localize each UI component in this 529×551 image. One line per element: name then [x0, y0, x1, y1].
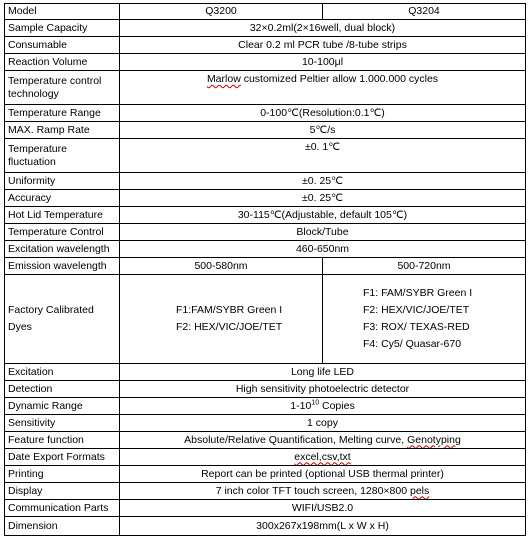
- model-q3200: Q3200: [120, 4, 323, 20]
- table-row: [5, 466, 526, 483]
- label-line-1: Temperature control: [8, 74, 102, 87]
- table-row-model: [5, 4, 526, 20]
- table-row: [5, 241, 526, 258]
- detection-value: High sensitivity photoelectric detector: [120, 381, 526, 398]
- table-row: [5, 105, 526, 122]
- sample-capacity-label: Sample Capacity: [5, 20, 120, 37]
- excitation-wavelength-label: Excitation wavelength: [5, 241, 120, 258]
- communication-parts-label: Communication Parts: [5, 500, 120, 517]
- temperature-fluctuation-label: [5, 139, 120, 173]
- dimension-label: Dimension: [5, 517, 120, 536]
- table-row: [5, 275, 526, 364]
- accuracy-value: ±0. 25℃: [120, 190, 526, 207]
- dyes-q3200: [120, 275, 323, 364]
- temperature-control-label: Temperature Control: [5, 224, 120, 241]
- table-row: [5, 37, 526, 54]
- table-row: [5, 449, 526, 466]
- display-label: Display: [5, 483, 120, 500]
- table-row: [5, 207, 526, 224]
- spec-table: [4, 3, 526, 536]
- dye-item: F4: Cy5/ Quasar-670: [363, 338, 462, 350]
- table-row: [5, 54, 526, 71]
- dye-item: F1:FAM/SYBR Green I: [176, 304, 283, 316]
- feature-function-value: [120, 432, 526, 449]
- sensitivity-label: Sensitivity: [5, 415, 120, 432]
- emission-wavelength-q3200: 500-580nm: [120, 258, 323, 275]
- temperature-range-value: 0-100℃(Resolution:0.1℃): [120, 105, 526, 122]
- sensitivity-value: 1 copy: [120, 415, 526, 432]
- temperature-control-technology-value: [120, 71, 526, 105]
- communication-parts-value: WIFI/USB2.0: [120, 500, 526, 517]
- dimension-value: 300x267x198mm(L x W x H): [120, 517, 526, 536]
- table-row: [5, 517, 526, 536]
- temperature-fluctuation-value: ±0. 1℃: [120, 139, 526, 173]
- excitation-label: Excitation: [5, 364, 120, 381]
- dye-item: F2: HEX/VIC/JOE/TET: [363, 304, 470, 316]
- table-row: [5, 190, 526, 207]
- dye-item: F3: ROX/ TEXAS-RED: [363, 321, 470, 333]
- date-export-formats-label: Date Export Formats: [5, 449, 120, 466]
- feature-function-label: Feature function: [5, 432, 120, 449]
- uniformity-label: Uniformity: [5, 173, 120, 190]
- dynamic-range-value: [120, 398, 526, 415]
- model-label: Model: [5, 4, 120, 20]
- dyes-q3204: [323, 275, 526, 364]
- value-marked-word: Marlow: [206, 73, 241, 85]
- hot-lid-value: 30-115℃(Adjustable, default 105℃): [120, 207, 526, 224]
- printing-label: Printing: [5, 466, 120, 483]
- sample-capacity-value: 32×0.2ml(2×16well, dual block): [120, 20, 526, 37]
- table-row: [5, 71, 526, 105]
- uniformity-value: ±0. 25℃: [120, 173, 526, 190]
- table-row: [5, 224, 526, 241]
- value-text: 7 inch color TFT touch screen, 1280×800: [215, 484, 410, 497]
- temperature-control-value: Block/Tube: [120, 224, 526, 241]
- value-exponent: 10: [311, 399, 320, 406]
- table-row: [5, 432, 526, 449]
- table-row: [5, 500, 526, 517]
- display-value: [120, 483, 526, 500]
- value-text: Absolute/Relative Quantification, Melting curve,: [184, 433, 408, 446]
- table-row: [5, 483, 526, 500]
- label-line-1: Temperature: [8, 142, 67, 155]
- value-marked-word: Genotyping: [407, 433, 461, 446]
- table-row: [5, 415, 526, 432]
- temperature-range-label: Temperature Range: [5, 105, 120, 122]
- table-row: [5, 122, 526, 139]
- emission-wavelength-q3204: 500-720nm: [323, 258, 526, 275]
- table-row: [5, 20, 526, 37]
- factory-calibrated-dyes-label: [5, 275, 120, 364]
- label-line-1: Factory Calibrated: [8, 304, 94, 316]
- label-line-2: fluctuation: [8, 155, 56, 168]
- model-q3204: Q3204: [323, 4, 526, 20]
- table-row: [5, 364, 526, 381]
- table-row: [5, 258, 526, 275]
- table-row: [5, 381, 526, 398]
- reaction-volume-value: 10-100μl: [120, 54, 526, 71]
- dynamic-range-label: Dynamic Range: [5, 398, 120, 415]
- dye-item: F2: HEX/VIC/JOE/TET: [176, 321, 283, 333]
- label-line-2: Dyes: [8, 321, 32, 333]
- value-base: 1-10: [290, 399, 312, 412]
- value-tail: Copies: [319, 399, 355, 412]
- hot-lid-label: Hot Lid Temperature: [5, 207, 120, 224]
- accuracy-label: Accuracy: [5, 190, 120, 207]
- temperature-control-technology-label: [5, 71, 120, 105]
- dye-item: F1: FAM/SYBR Green I: [363, 287, 473, 299]
- consumable-label: Consumable: [5, 37, 120, 54]
- reaction-volume-label: Reaction Volume: [5, 54, 120, 71]
- table-row: [5, 173, 526, 190]
- detection-label: Detection: [5, 381, 120, 398]
- label-line-2: technology: [8, 87, 59, 100]
- consumable-value: Clear 0.2 ml PCR tube /8-tube strips: [120, 37, 526, 54]
- value-text: customized Peltier allow 1.000.000 cycles: [240, 73, 439, 85]
- value-marked-word: excel,csv,txt: [294, 450, 351, 463]
- value-marked-word: pels: [410, 484, 430, 497]
- printing-value: Report can be printed (optional USB thermal printer): [120, 466, 526, 483]
- emission-wavelength-label: Emission wavelength: [5, 258, 120, 275]
- ramp-rate-label: MAX. Ramp Rate: [5, 122, 120, 139]
- excitation-value: Long life LED: [120, 364, 526, 381]
- table-row: [5, 398, 526, 415]
- table-row: [5, 139, 526, 173]
- ramp-rate-value: 5℃/s: [120, 122, 526, 139]
- date-export-formats-value: [120, 449, 526, 466]
- spec-sheet: [4, 3, 525, 536]
- excitation-wavelength-value: 460-650nm: [120, 241, 526, 258]
